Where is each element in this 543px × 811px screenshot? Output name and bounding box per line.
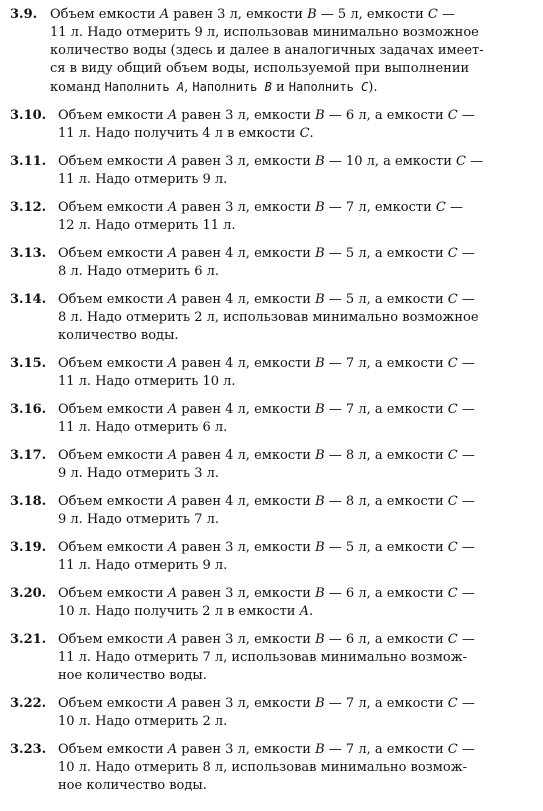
problem-text-line: Объем емкости A равен 4 л, емкости B — 5 л, а емкости C — [58,292,475,307]
problem-item [10,245,535,281]
problem-number: 3.9. [10,7,38,22]
problem-number: 3.22. [10,696,47,711]
problem-text [58,539,535,575]
problem-text-line: Объем емкости A равен 3 л, емкости B — 6 л, а емкости C — [58,108,475,123]
problem-number: 3.17. [10,448,47,463]
problem-text-line: 9 л. Надо отмерить 3 л. [58,466,219,481]
problem-text [58,153,535,189]
problem-text-line: 11 л. Надо получить 4 л в емкости C. [58,126,314,141]
problem-text [58,245,535,281]
problem-text-line: Объем емкости A равен 3 л, емкости B — 6 л, а емкости C — [58,632,475,647]
problem-text [58,355,535,391]
problem-text-line: 11 л. Надо отмерить 7 л, использовав минимально возмож- [58,650,468,665]
problem-number: 3.14. [10,292,47,307]
problem-text-line: Объем емкости A равен 4 л, емкости B — 7 л, а емкости C — [58,356,475,371]
problem-text-line: 8 л. Надо отмерить 2 л, использовав минимально возможное [58,310,479,325]
problem-text [58,585,535,621]
problem-text-line: Объем емкости A равен 4 л, емкости B — 5 л, а емкости C — [58,246,475,261]
problem-text-line: 10 л. Надо отмерить 8 л, использовав минимально возмож- [58,760,468,775]
problem-text-line: 10 л. Надо получить 2 л в емкости A. [58,604,314,619]
problem-text-line: Объем емкости A равен 3 л, емкости B — 10 л, а емкости C — [58,154,484,169]
problem-item [10,631,535,685]
problem-number: 3.23. [10,742,47,757]
problem-item [10,493,535,529]
problem-item [10,401,535,437]
problem-number: 3.10. [10,108,47,123]
problem-text-line: ся в виду общий объем воды, используемой при выполнении [50,61,470,76]
problem-text-line: 11 л. Надо отмерить 10 л. [58,374,236,389]
problem-number: 3.11. [10,154,47,169]
problem-text [58,291,535,345]
problem-text [58,199,535,235]
problem-number: 3.15. [10,356,47,371]
problem-text-line: 11 л. Надо отмерить 6 л. [58,420,228,435]
problem-item [10,291,535,345]
problem-item [10,199,535,235]
problem-text-line: Объем емкости A равен 3 л, емкости B — 7 л, а емкости C — [58,696,475,711]
problem-item [10,741,535,795]
problem-item [10,585,535,621]
problem-text [58,447,535,483]
problem-item [10,695,535,731]
problem-number: 3.16. [10,402,47,417]
problem-text [58,631,535,685]
problem-text [58,741,535,795]
problem-text-line: Объем емкости A равен 3 л, емкости B — 5 л, емкости C — [50,7,455,22]
problem-text-line: Объем емкости A равен 3 л, емкости B — 7 л, а емкости C — [58,742,475,757]
problem-text [58,493,535,529]
problem-number: 3.13. [10,246,47,261]
problem-item [10,447,535,483]
problem-text-line: ное количество воды. [58,668,207,683]
problem-number: 3.12. [10,200,47,215]
problem-number: 3.18. [10,494,47,509]
problem-text-line: 11 л. Надо отмерить 9 л, использовав минимально возможное [50,25,479,40]
problem-text-line: 11 л. Надо отмерить 9 л. [58,558,228,573]
problem-text [58,107,535,143]
problem-text-line: количество воды (здесь и далее в аналогичных задачах имеет- [50,43,484,58]
problem-text-line: Объем емкости A равен 4 л, емкости B — 7 л, а емкости C — [58,402,475,417]
problem-number: 3.19. [10,540,47,555]
problem-text-line: количество воды. [58,328,179,343]
problem-text-line: 11 л. Надо отмерить 9 л. [58,172,228,187]
problem-text-line: команд Наполнить A, Наполнить B и Наполнить C). [50,80,378,95]
problem-item [10,539,535,575]
problem-text-line: Объем емкости A равен 3 л, емкости B — 7 л, емкости C — [58,200,463,215]
problem-text-line: Объем емкости A равен 3 л, емкости B — 6 л, а емкости C — [58,586,475,601]
problem-text-line: 10 л. Надо отмерить 2 л. [58,714,228,729]
problem-text [58,401,535,437]
problem-text [50,6,535,97]
problem-item [10,153,535,189]
problem-text-line: Объем емкости A равен 3 л, емкости B — 5 л, а емкости C — [58,540,475,555]
problem-text-line: 8 л. Надо отмерить 6 л. [58,264,219,279]
problem-text-line: 12 л. Надо отмерить 11 л. [58,218,236,233]
problem-text [58,695,535,731]
problem-number: 3.21. [10,632,47,647]
problem-text-line: ное количество воды. [58,778,207,793]
problem-number: 3.20. [10,586,47,601]
problem-item [10,6,535,97]
problem-text-line: 9 л. Надо отмерить 7 л. [58,512,219,527]
problem-text-line: Объем емкости A равен 4 л, емкости B — 8 л, а емкости C — [58,494,475,509]
problem-item [10,355,535,391]
problem-text-line: Объем емкости A равен 4 л, емкости B — 8 л, а емкости C — [58,448,475,463]
problem-item [10,107,535,143]
